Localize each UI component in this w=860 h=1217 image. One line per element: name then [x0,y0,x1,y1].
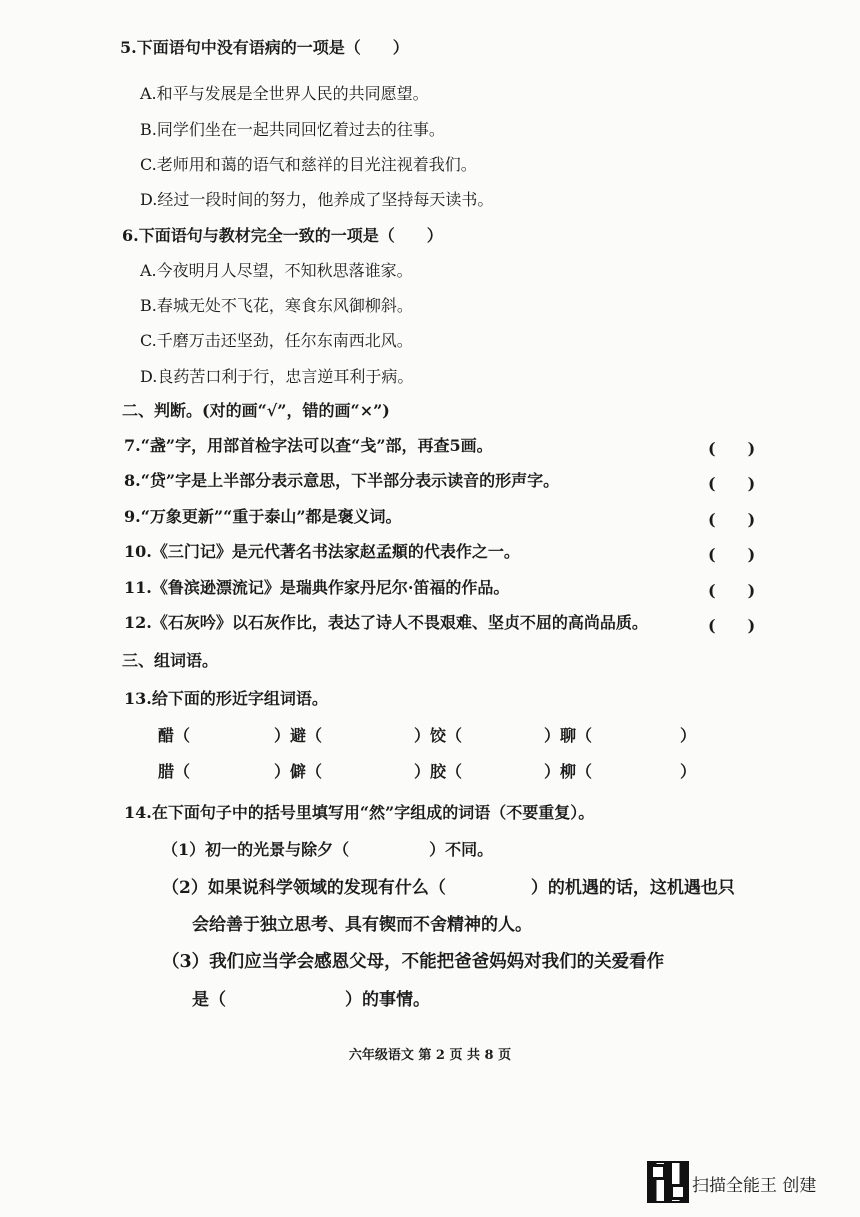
q14-sentence-2a: （2）如果说科学领域的发现有什么（ ）的机遇的话，这机遇也只 [162,878,735,898]
scanner-watermark: 扫描全能王 创建 [692,1176,817,1196]
page-footer: 六年级语文 第 2 页 共 8 页 [348,1048,512,1063]
q13-row2-c2: ）僻（ [274,762,323,781]
q14-sentence-1: （1）初一的光景与除夕（ ）不同。 [162,840,494,859]
section-3-heading: 三、组词语。 [122,651,219,670]
q13-row2-c4: ）柳（ [544,762,593,781]
q13-row1-c5: ） [680,726,697,745]
qr-code-icon [647,1161,689,1203]
judge-item-12: 12.《石灰吟》以石灰作比，表达了诗人不畏艰难、坚贞不屈的高尚品质。 [124,613,648,632]
q6-title: 6.下面语句与教材完全一致的一项是（ ） [122,226,443,245]
judge-item-7: 7.“盏”字，用部首检字法可以查“戋”部，再查5画。 [124,436,493,455]
q5-option-c: C.老师用和蔼的语气和慈祥的目光注视着我们。 [140,155,477,174]
q13-row1-c3: ）饺（ [414,726,463,745]
q6-option-c: C.千磨万击还坚劲，任尔东南西北风。 [140,331,413,350]
q14-title: 14.在下面句子中的括号里填写用“然”字组成的词语（不要重复）。 [124,803,595,822]
q6-option-a: A.今夜明月人尽望，不知秋思落谁家。 [140,261,413,280]
q14-sentence-2b: 会给善于独立思考、具有锲而不舍精神的人。 [192,915,532,935]
q14-sentence-3b: 是（ ）的事情。 [192,990,430,1010]
q13-row2-c3: ）胶（ [414,762,463,781]
bleed-through [560,62,628,83]
q5-title: 5.下面语句中没有语病的一项是（ ） [120,38,409,57]
q13-row1-c2: ）避（ [274,726,323,745]
judge-item-9: 9.“万象更新”“重于泰山”都是褒义词。 [124,507,402,526]
q6-option-b: B.春城无处不飞花，寒食东风御柳斜。 [140,296,413,315]
judge-item-11: 11.《鲁滨逊漂流记》是瑞典作家丹尼尔·笛福的作品。 [124,578,510,597]
answer-paren-12[interactable]: ( ) [708,616,756,635]
answer-paren-11[interactable]: ( ) [708,581,756,600]
q13-row2-c5: ） [680,762,697,781]
judge-item-8: 8.“贷”字是上半部分表示意思，下半部分表示读音的形声字。 [124,471,560,490]
q5-option-d: D.经过一段时间的努力，他养成了坚持每天读书。 [140,190,494,209]
answer-paren-9[interactable]: ( ) [708,510,756,529]
q13-row2-c1: 腊（ [158,762,191,781]
q13-row1-c1: 醋（ [158,726,191,745]
q14-sentence-3a: （3）我们应当学会感恩父母，不能把爸爸妈妈对我们的关爱看作 [162,952,665,972]
q13-row1-c4: ）聊（ [544,726,593,745]
section-2-heading: 二、判断。(对的画“√”，错的画“×”) [122,401,390,420]
answer-paren-7[interactable]: ( ) [708,439,756,458]
q5-option-b: B.同学们坐在一起共同回忆着过去的往事。 [140,120,445,139]
q13-title: 13.给下面的形近字组词语。 [124,689,328,708]
answer-paren-10[interactable]: ( ) [708,545,756,564]
q6-option-d: D.良药苦口利于行，忠言逆耳利于病。 [140,367,414,386]
judge-item-10: 10.《三门记》是元代著名书法家赵孟頫的代表作之一。 [124,542,520,561]
q5-option-a: A.和平与发展是全世界人民的共同愿望。 [140,84,429,103]
answer-paren-8[interactable]: ( ) [708,474,756,493]
